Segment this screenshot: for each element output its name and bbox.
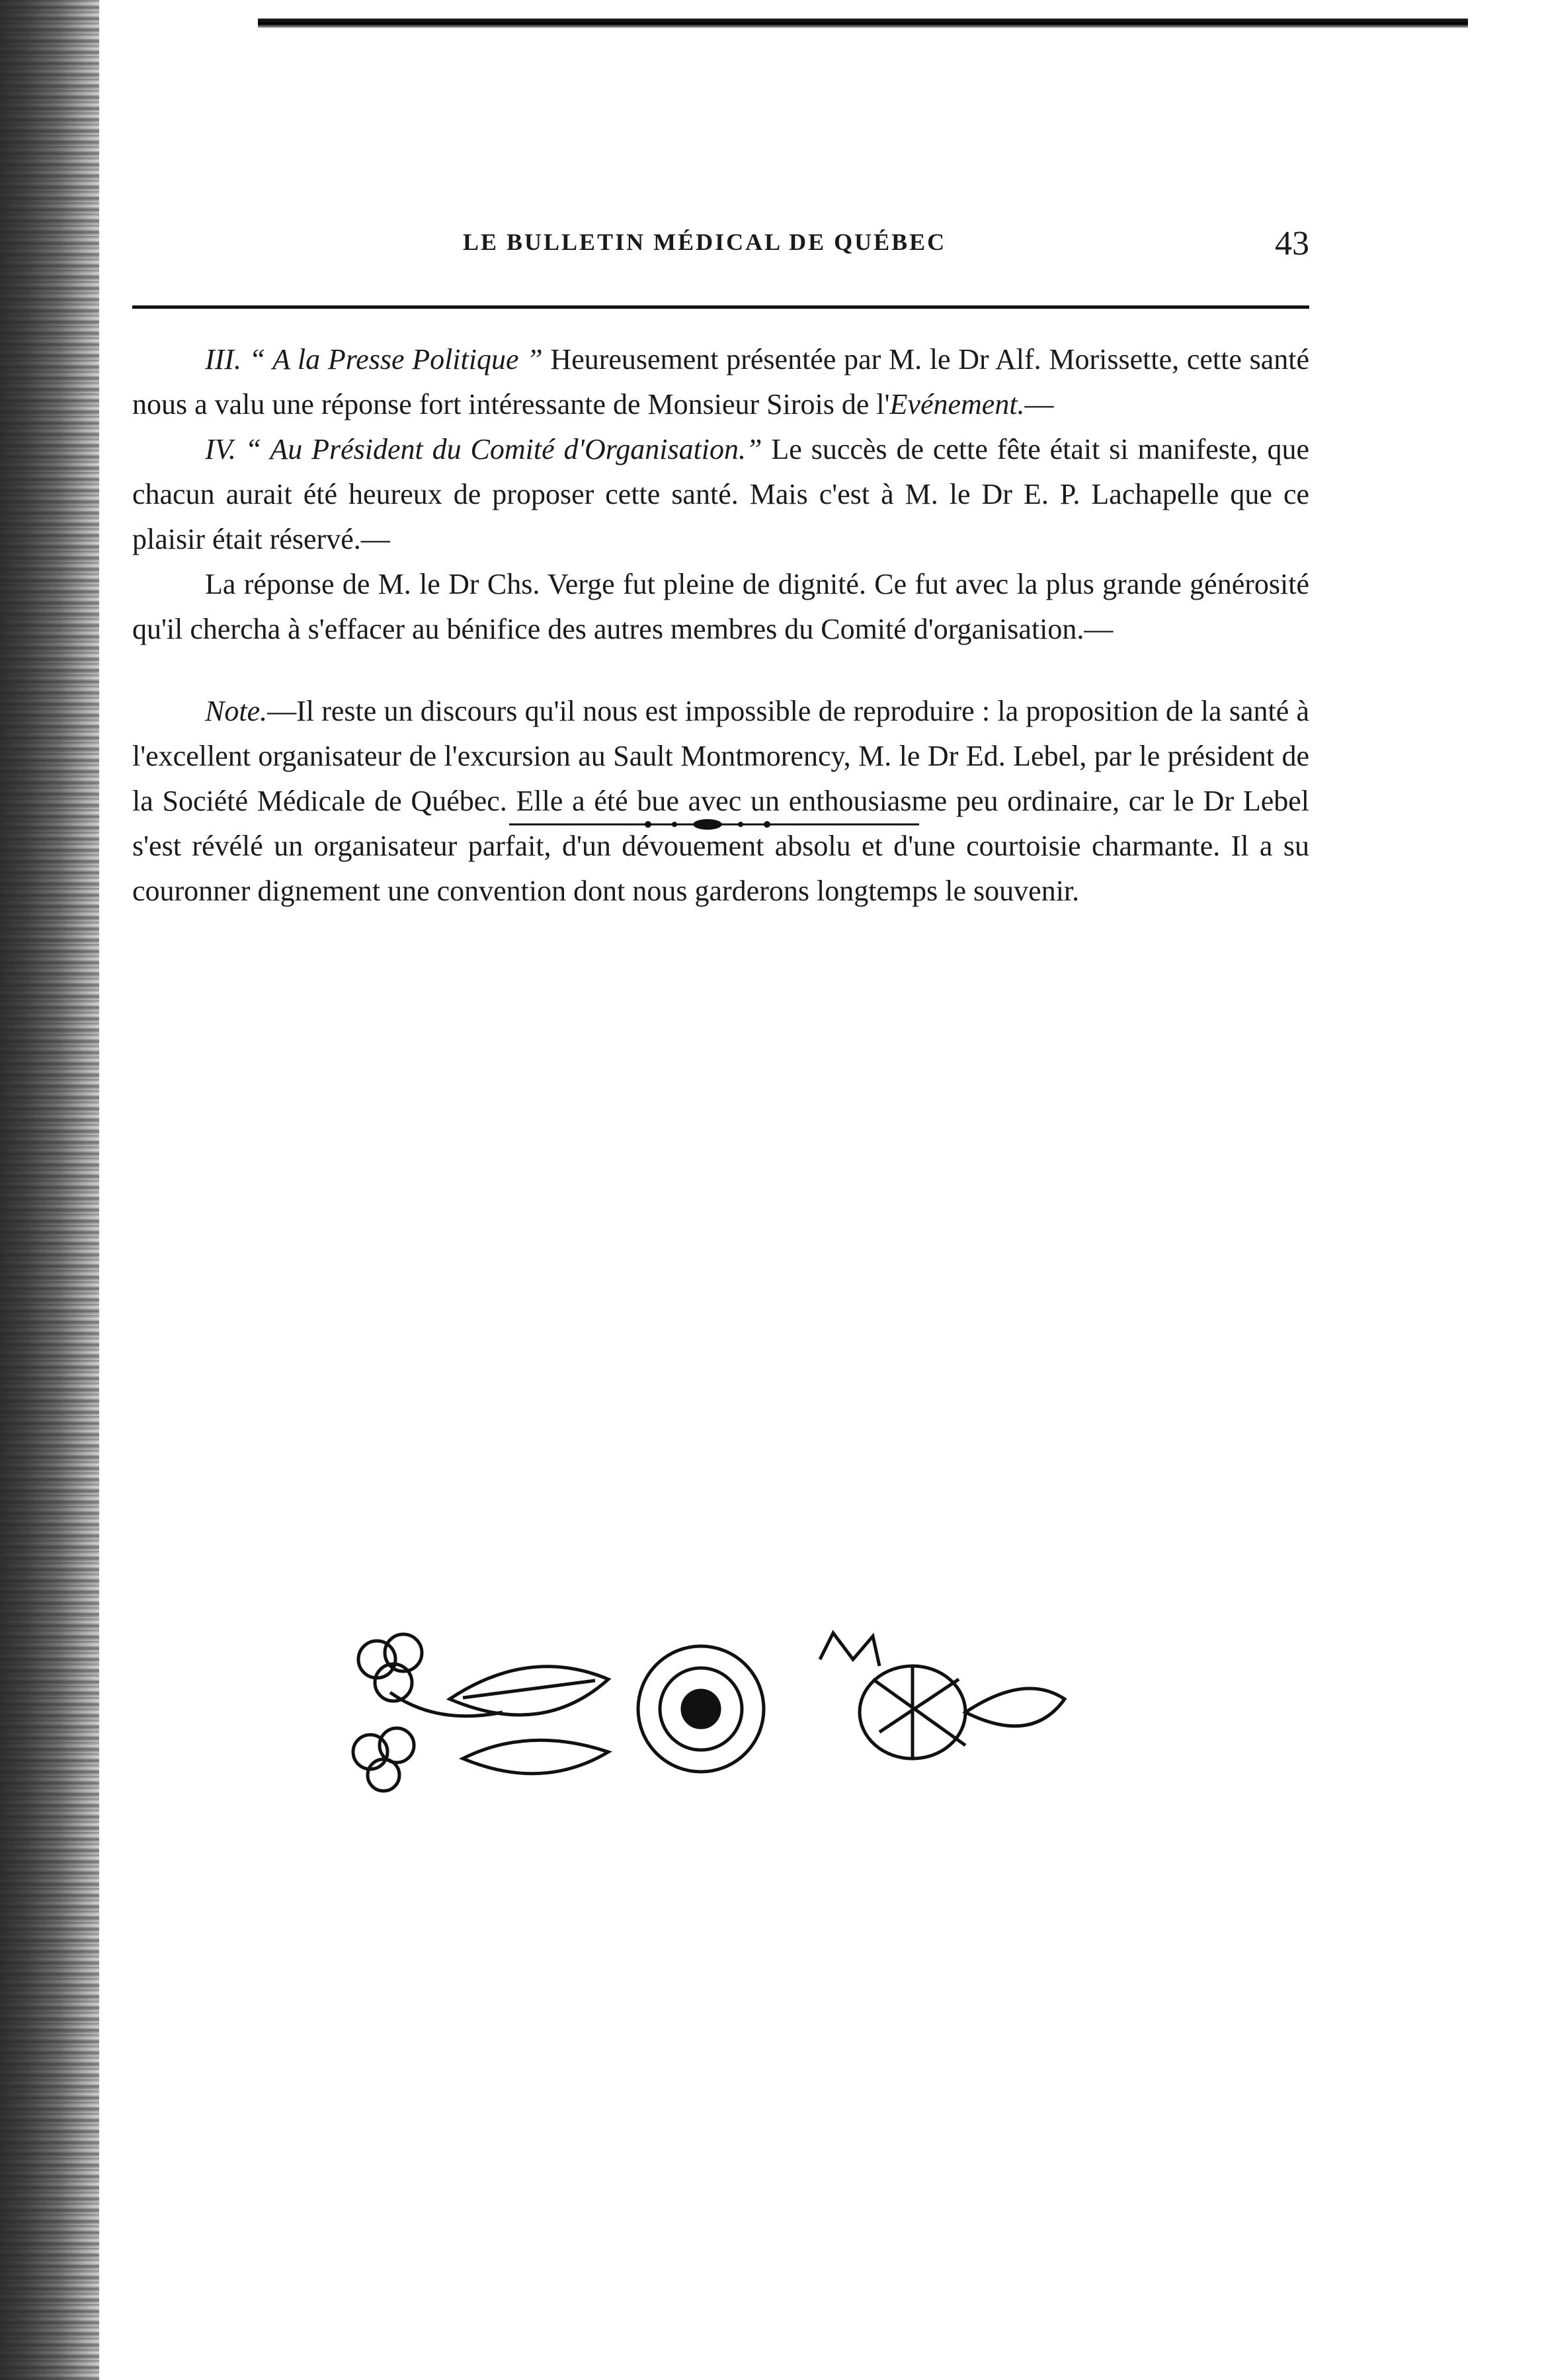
running-head <box>132 225 1309 281</box>
scanned-binding-edge <box>0 0 99 2380</box>
note-text: —Il reste un discours qu'il nous est impossible de reproduire : la proposition de la santé à l'excellent organisateur de l'excursion au Sault Montmorency, M. le Dr Ed. Lebel, par le président de la Société Médicale de Québec. Elle a été bue avec un enthousiasme peu ordinaire, car le Dr Lebel s'est révélé un organisateur parfait, d'un dévouement absolu et d'une courtoisie charmante. Il a su couronner dignement une convention dont nous garderons longtemps le souvenir. <box>132 695 1309 907</box>
toast-numeral: III. <box>205 343 241 376</box>
paragraph-toast-4 <box>132 427 1309 562</box>
ornamental-divider <box>509 816 919 832</box>
paragraph-dash: — <box>1024 388 1054 420</box>
paragraph-text: Le succès de cette fête était si manifeste, que chacun aurait été heureux de proposer cette santé. Mais c'est à M. le Dr E. P. Lachapelle que ce plaisir était réservé.— <box>132 433 1309 555</box>
scan-top-edge <box>258 19 1468 28</box>
paragraph-text: La réponse de M. le Dr Chs. Verge fut pleine de dignité. Ce fut avec la plus grande générosité qu'il chercha à s'effacer au bénifice des autres membres du Comité d'organisation.— <box>132 568 1309 645</box>
floral-tailpiece-ornament <box>331 1620 1078 1805</box>
paragraph-text: Heureusement présentée par M. le Dr Alf. Morissette, cette santé nous a valu une réponse fort intéressante de Monsieur Sirois de l' <box>132 343 1309 420</box>
toast-title: “ A la Presse Politique ” <box>249 343 543 376</box>
running-title: LE BULLETIN MÉDICAL DE QUÉBEC <box>463 229 947 255</box>
newspaper-name: Evénement. <box>889 388 1025 420</box>
page-number: 43 <box>1275 225 1309 262</box>
header-rule <box>132 305 1309 309</box>
note-paragraph <box>132 689 1309 914</box>
toast-title: “ Au Président du Comité d'Organisation.” <box>245 433 762 465</box>
toast-numeral: IV. <box>205 433 236 465</box>
paragraph-response <box>132 562 1309 652</box>
paragraph-toast-3 <box>132 337 1309 427</box>
note-label: Note. <box>205 695 268 727</box>
